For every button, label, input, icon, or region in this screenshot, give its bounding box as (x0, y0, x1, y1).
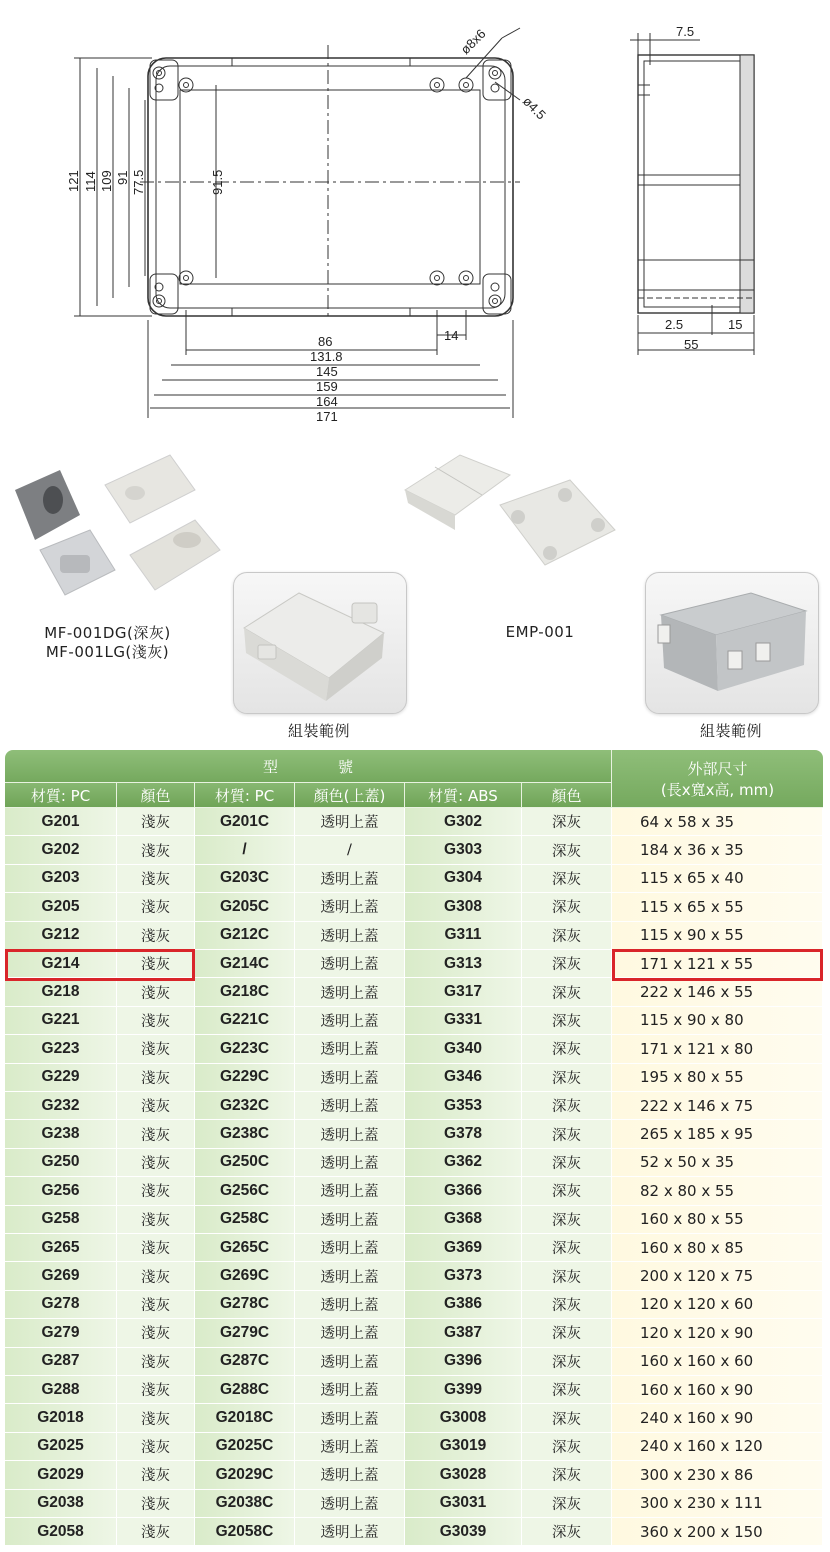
table-row (5, 1177, 823, 1205)
dim-114: 114 (83, 171, 98, 192)
pc-color-cell: 淺灰 (117, 1433, 195, 1461)
lid-color-cell: 透明上蓋 (295, 808, 405, 836)
lid-color-cell: 透明上蓋 (295, 1376, 405, 1404)
pc-color-cell: 淺灰 (117, 808, 195, 836)
example-caption-2: 組裝範例 (699, 722, 762, 740)
size-cell: 360 x 200 x 150 (612, 1518, 823, 1546)
pc-color-cell: 淺灰 (117, 922, 195, 950)
abs-color-cell: 深灰 (522, 1348, 612, 1376)
pc-color-cell: 淺灰 (117, 1007, 195, 1035)
table-row (5, 1376, 823, 1404)
pc-clear-model-cell: G218C (195, 978, 295, 1006)
front-view-drawing (40, 10, 580, 425)
dim-86: 86 (318, 334, 333, 349)
size-cell: 115 x 65 x 55 (612, 893, 823, 921)
abs-color-cell: 深灰 (522, 1064, 612, 1092)
size-cell: 52 x 50 x 35 (612, 1149, 823, 1177)
abs-color-cell: 深灰 (522, 1092, 612, 1120)
size-cell: 160 x 80 x 85 (612, 1234, 823, 1262)
size-cell: 300 x 230 x 111 (612, 1490, 823, 1518)
col-header-abs-color: 顏色 (522, 783, 612, 808)
table-row (5, 1518, 823, 1546)
pc-clear-model-cell: G201C (195, 808, 295, 836)
table-row (5, 893, 823, 921)
pc-model-cell: G238 (5, 1120, 117, 1148)
table-row (5, 1064, 823, 1092)
pc-model-cell: G203 (5, 865, 117, 893)
spec-table (5, 750, 823, 1545)
abs-model-cell: G3019 (405, 1433, 522, 1461)
pc-model-cell: G212 (5, 922, 117, 950)
pc-clear-model-cell: G2038C (195, 1490, 295, 1518)
lid-color-cell: 透明上蓋 (295, 1518, 405, 1546)
pc-clear-model-cell: G214C (195, 950, 295, 978)
table-row (5, 1319, 823, 1347)
abs-model-cell: G378 (405, 1120, 522, 1148)
abs-color-cell: 深灰 (522, 1007, 612, 1035)
pc-model-cell: G214 (5, 950, 117, 978)
dim-77-5: 77.5 (131, 169, 146, 195)
abs-color-cell: 深灰 (522, 1035, 612, 1063)
lid-color-cell: 透明上蓋 (295, 950, 405, 978)
dim-15: 15 (728, 317, 743, 332)
abs-model-cell: G3031 (405, 1490, 522, 1518)
size-cell: 115 x 65 x 40 (612, 865, 823, 893)
lid-color-cell: 透明上蓋 (295, 1319, 405, 1347)
lid-color-cell: 透明上蓋 (295, 1348, 405, 1376)
abs-color-cell: 深灰 (522, 1262, 612, 1290)
pc-color-cell: 淺灰 (117, 1234, 195, 1262)
lid-color-cell: 透明上蓋 (295, 865, 405, 893)
abs-color-cell: 深灰 (522, 893, 612, 921)
pc-clear-model-cell: G2029C (195, 1461, 295, 1489)
pc-color-cell: 淺灰 (117, 1461, 195, 1489)
abs-model-cell: G353 (405, 1092, 522, 1120)
abs-color-cell: 深灰 (522, 950, 612, 978)
lid-color-cell: 透明上蓋 (295, 922, 405, 950)
callout-hole-8x6: ø8x6 (457, 26, 489, 58)
pc-model-cell: G2058 (5, 1518, 117, 1546)
pc-clear-model-cell: G229C (195, 1064, 295, 1092)
size-cell: 115 x 90 x 80 (612, 1007, 823, 1035)
size-header-line2: (長x寬x高, mm) (660, 780, 775, 799)
pc-model-cell: G2025 (5, 1433, 117, 1461)
lid-color-cell: 透明上蓋 (295, 1490, 405, 1518)
size-cell: 200 x 120 x 75 (612, 1262, 823, 1290)
dim-7-5: 7.5 (676, 24, 695, 39)
abs-model-cell: G362 (405, 1149, 522, 1177)
abs-color-cell: 深灰 (522, 1177, 612, 1205)
pc-clear-model-cell: G205C (195, 893, 295, 921)
size-cell: 160 x 160 x 60 (612, 1348, 823, 1376)
abs-color-cell: 深灰 (522, 1319, 612, 1347)
abs-color-cell: 深灰 (522, 1461, 612, 1489)
pc-color-cell: 淺灰 (117, 1064, 195, 1092)
lid-color-cell: 透明上蓋 (295, 1404, 405, 1432)
lid-color-cell: / (295, 836, 405, 864)
lid-color-cell: 透明上蓋 (295, 978, 405, 1006)
lid-color-cell: 透明上蓋 (295, 1064, 405, 1092)
abs-model-cell: G302 (405, 808, 522, 836)
size-cell: 120 x 120 x 90 (612, 1319, 823, 1347)
pc-model-cell: G223 (5, 1035, 117, 1063)
pc-clear-model-cell: G2058C (195, 1518, 295, 1546)
mf-caption-1: MF-001DG(深灰) (44, 624, 171, 642)
size-cell: 240 x 160 x 90 (612, 1404, 823, 1432)
abs-model-cell: G3008 (405, 1404, 522, 1432)
emp-caption: EMP-001 (505, 623, 575, 641)
pc-clear-model-cell: G2018C (195, 1404, 295, 1432)
pc-model-cell: G218 (5, 978, 117, 1006)
dim-145: 145 (316, 364, 338, 379)
assembly-box-image-2 (646, 573, 818, 713)
table-row (5, 1404, 823, 1432)
lid-color-cell: 透明上蓋 (295, 1092, 405, 1120)
pc-clear-model-cell: G288C (195, 1376, 295, 1404)
pc-model-cell: G221 (5, 1007, 117, 1035)
pc-clear-model-cell: G203C (195, 865, 295, 893)
dim-121: 121 (66, 170, 81, 192)
pc-model-cell: G269 (5, 1262, 117, 1290)
pc-color-cell: 淺灰 (117, 1348, 195, 1376)
dim-2-5: 2.5 (665, 317, 684, 332)
lid-color-cell: 透明上蓋 (295, 1234, 405, 1262)
abs-model-cell: G366 (405, 1177, 522, 1205)
lid-color-cell: 透明上蓋 (295, 1262, 405, 1290)
size-cell: 171 x 121 x 55 (612, 950, 823, 978)
pc-color-cell: 淺灰 (117, 1120, 195, 1148)
abs-color-cell: 深灰 (522, 1149, 612, 1177)
pc-model-cell: G205 (5, 893, 117, 921)
pc-clear-model-cell: G232C (195, 1092, 295, 1120)
pc-model-cell: G229 (5, 1064, 117, 1092)
pc-color-cell: 淺灰 (117, 1262, 195, 1290)
abs-model-cell: G311 (405, 922, 522, 950)
lid-color-cell: 透明上蓋 (295, 1035, 405, 1063)
size-cell: 82 x 80 x 55 (612, 1177, 823, 1205)
pc-model-cell: G2018 (5, 1404, 117, 1432)
dim-131-8: 131.8 (310, 349, 343, 364)
assembly-box-image-1 (234, 573, 406, 713)
table-row (5, 836, 823, 864)
pc-color-cell: 淺灰 (117, 836, 195, 864)
pc-clear-model-cell: G223C (195, 1035, 295, 1063)
mf-caption-2: MF-001LG(淺灰) (45, 643, 170, 661)
pc-clear-model-cell: / (195, 836, 295, 864)
table-row (5, 1206, 823, 1234)
pc-color-cell: 淺灰 (117, 1404, 195, 1432)
pc-model-cell: G256 (5, 1177, 117, 1205)
assembly-example-photo-1 (233, 572, 407, 714)
emp-hinge-photo (400, 445, 640, 595)
abs-model-cell: G396 (405, 1348, 522, 1376)
pc-model-cell: G279 (5, 1319, 117, 1347)
abs-model-cell: G313 (405, 950, 522, 978)
abs-model-cell: G3039 (405, 1518, 522, 1546)
size-cell: 115 x 90 x 55 (612, 922, 823, 950)
pc-color-cell: 淺灰 (117, 1206, 195, 1234)
pc-model-cell: G287 (5, 1348, 117, 1376)
table-row (5, 1262, 823, 1290)
size-cell: 160 x 160 x 90 (612, 1376, 823, 1404)
abs-color-cell: 深灰 (522, 1404, 612, 1432)
size-cell: 64 x 58 x 35 (612, 808, 823, 836)
pc-model-cell: G201 (5, 808, 117, 836)
pc-clear-model-cell: G269C (195, 1262, 295, 1290)
table-row (5, 1433, 823, 1461)
abs-color-cell: 深灰 (522, 865, 612, 893)
abs-color-cell: 深灰 (522, 1433, 612, 1461)
example-caption-1: 組裝範例 (287, 722, 350, 740)
lid-color-cell: 透明上蓋 (295, 1461, 405, 1489)
abs-model-cell: G373 (405, 1262, 522, 1290)
pc-color-cell: 淺灰 (117, 978, 195, 1006)
dim-159: 159 (316, 379, 338, 394)
model-group-header: 型 號 (5, 750, 612, 783)
table-row (5, 865, 823, 893)
size-cell: 222 x 146 x 75 (612, 1092, 823, 1120)
size-cell: 120 x 120 x 60 (612, 1291, 823, 1319)
pc-model-cell: G278 (5, 1291, 117, 1319)
table-row (5, 1092, 823, 1120)
pc-clear-model-cell: G250C (195, 1149, 295, 1177)
lid-color-cell: 透明上蓋 (295, 1177, 405, 1205)
abs-color-cell: 深灰 (522, 1120, 612, 1148)
pc-model-cell: G288 (5, 1376, 117, 1404)
abs-model-cell: G369 (405, 1234, 522, 1262)
pc-color-cell: 淺灰 (117, 893, 195, 921)
abs-color-cell: 深灰 (522, 836, 612, 864)
abs-model-cell: G399 (405, 1376, 522, 1404)
pc-clear-model-cell: G238C (195, 1120, 295, 1148)
col-header-pc-material: 材質: PC (5, 783, 117, 808)
table-row (5, 1035, 823, 1063)
pc-model-cell: G258 (5, 1206, 117, 1234)
table-row (5, 808, 823, 836)
abs-color-cell: 深灰 (522, 1291, 612, 1319)
pc-color-cell: 淺灰 (117, 1518, 195, 1546)
size-cell: 300 x 230 x 86 (612, 1461, 823, 1489)
abs-color-cell: 深灰 (522, 808, 612, 836)
mf-bracket-photo (5, 445, 235, 620)
lid-color-cell: 透明上蓋 (295, 1291, 405, 1319)
pc-color-cell: 淺灰 (117, 1490, 195, 1518)
dim-91-5: 91.5 (210, 169, 225, 195)
highlight-model-g214 (5, 949, 195, 981)
abs-model-cell: G3028 (405, 1461, 522, 1489)
pc-clear-model-cell: G279C (195, 1319, 295, 1347)
size-cell: 160 x 80 x 55 (612, 1206, 823, 1234)
abs-color-cell: 深灰 (522, 1206, 612, 1234)
pc-clear-model-cell: G258C (195, 1206, 295, 1234)
abs-model-cell: G308 (405, 893, 522, 921)
pc-color-cell: 淺灰 (117, 1149, 195, 1177)
pc-clear-model-cell: G212C (195, 922, 295, 950)
pc-clear-model-cell: G287C (195, 1348, 295, 1376)
lid-color-cell: 透明上蓋 (295, 1433, 405, 1461)
lid-color-cell: 透明上蓋 (295, 1149, 405, 1177)
size-header (612, 750, 823, 808)
abs-model-cell: G317 (405, 978, 522, 1006)
abs-model-cell: G331 (405, 1007, 522, 1035)
lid-color-cell: 透明上蓋 (295, 1120, 405, 1148)
pc-color-cell: 淺灰 (117, 1177, 195, 1205)
size-header-line1: 外部尺寸 (687, 759, 748, 778)
highlight-size-171x121x55 (612, 949, 823, 981)
size-cell: 222 x 146 x 55 (612, 978, 823, 1006)
assembly-example-photo-2 (645, 572, 819, 714)
pc-color-cell: 淺灰 (117, 950, 195, 978)
pc-model-cell: G2038 (5, 1490, 117, 1518)
size-cell: 171 x 121 x 80 (612, 1035, 823, 1063)
abs-color-cell: 深灰 (522, 1518, 612, 1546)
table-row (5, 1007, 823, 1035)
pc-color-cell: 淺灰 (117, 1035, 195, 1063)
col-header-pc-clear-material: 材質: PC (195, 783, 295, 808)
abs-color-cell: 深灰 (522, 978, 612, 1006)
abs-model-cell: G387 (405, 1319, 522, 1347)
table-row (5, 1348, 823, 1376)
pc-color-cell: 淺灰 (117, 865, 195, 893)
size-cell: 265 x 185 x 95 (612, 1120, 823, 1148)
callout-hole-4-5: ø4.5 (519, 93, 549, 123)
pc-color-cell: 淺灰 (117, 1092, 195, 1120)
size-cell: 195 x 80 x 55 (612, 1064, 823, 1092)
table-row (5, 1234, 823, 1262)
table-row (5, 1291, 823, 1319)
dim-171: 171 (316, 409, 338, 424)
abs-color-cell: 深灰 (522, 1234, 612, 1262)
abs-model-cell: G340 (405, 1035, 522, 1063)
table-row (5, 1149, 823, 1177)
lid-color-cell: 透明上蓋 (295, 1206, 405, 1234)
table-row (5, 1461, 823, 1489)
col-header-lid-color: 顏色(上蓋) (295, 783, 405, 808)
abs-color-cell: 深灰 (522, 922, 612, 950)
table-row (5, 978, 823, 1006)
pc-color-cell: 淺灰 (117, 1319, 195, 1347)
abs-model-cell: G368 (405, 1206, 522, 1234)
pc-clear-model-cell: G2025C (195, 1433, 295, 1461)
pc-clear-model-cell: G265C (195, 1234, 295, 1262)
pc-model-cell: G265 (5, 1234, 117, 1262)
abs-model-cell: G386 (405, 1291, 522, 1319)
abs-color-cell: 深灰 (522, 1490, 612, 1518)
lid-color-cell: 透明上蓋 (295, 1007, 405, 1035)
dim-14: 14 (444, 328, 459, 343)
table-row (5, 1490, 823, 1518)
pc-color-cell: 淺灰 (117, 1376, 195, 1404)
abs-model-cell: G346 (405, 1064, 522, 1092)
pc-clear-model-cell: G278C (195, 1291, 295, 1319)
col-header-pc-color: 顏色 (117, 783, 195, 808)
table-row (5, 1120, 823, 1148)
dim-91: 91 (115, 170, 130, 185)
col-header-abs-material: 材質: ABS (405, 783, 522, 808)
abs-color-cell: 深灰 (522, 1376, 612, 1404)
dim-109: 109 (99, 170, 114, 192)
pc-model-cell: G2029 (5, 1461, 117, 1489)
size-cell: 184 x 36 x 35 (612, 836, 823, 864)
pc-model-cell: G250 (5, 1149, 117, 1177)
abs-model-cell: G304 (405, 865, 522, 893)
abs-model-cell: G303 (405, 836, 522, 864)
pc-model-cell: G202 (5, 836, 117, 864)
dim-164: 164 (316, 394, 338, 409)
dim-55: 55 (684, 337, 699, 352)
pc-model-cell: G232 (5, 1092, 117, 1120)
pc-color-cell: 淺灰 (117, 1291, 195, 1319)
side-view-drawing (600, 15, 780, 360)
lid-color-cell: 透明上蓋 (295, 893, 405, 921)
table-row (5, 922, 823, 950)
pc-clear-model-cell: G221C (195, 1007, 295, 1035)
size-cell: 240 x 160 x 120 (612, 1433, 823, 1461)
pc-clear-model-cell: G256C (195, 1177, 295, 1205)
